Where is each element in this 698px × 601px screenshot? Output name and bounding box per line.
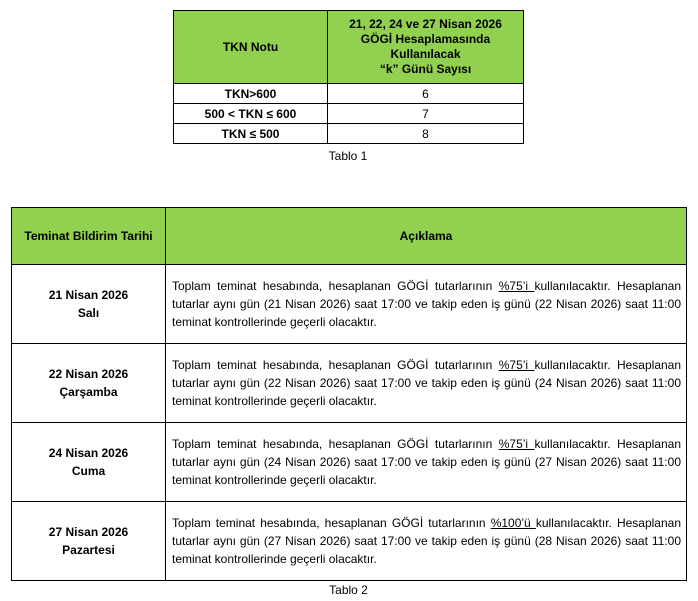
date-cell	[12, 502, 166, 581]
collateral-table	[11, 207, 687, 581]
date-cell	[12, 265, 166, 344]
tkn-cell: TKN ≤ 500	[174, 124, 328, 144]
date-cell	[12, 423, 166, 502]
description-text-before: Toplam teminat hesabında, hesaplanan GÖGİ tutarlarının	[172, 358, 499, 372]
day-text: Salı	[77, 306, 100, 320]
table-row	[12, 423, 687, 502]
description-text-before: Toplam teminat hesabında, hesaplanan GÖGİ tutarlarının	[172, 437, 499, 451]
k-days-cell: 7	[328, 104, 524, 124]
k-days-header-line3: Kullanılacak	[390, 47, 461, 61]
table1-caption: Tablo 1	[328, 149, 368, 163]
date-text: 22 Nisan 2026	[48, 367, 129, 381]
k-days-header-cell	[328, 11, 524, 84]
table-row	[12, 265, 687, 344]
description-text-before: Toplam teminat hesabında, hesaplanan GÖGİ tutarlarının	[172, 279, 499, 293]
tkn-table	[173, 10, 524, 144]
description-cell	[166, 344, 687, 423]
table2-caption: Tablo 2	[329, 583, 368, 597]
description-text-after: kullanılacaktır. Hesaplanan tutarlar aynı gün (24 Nisan 2026) saat 17:00 ve takip eden iş günü (27 Nisan 2026) saat 11:00 teminat kontrollerinde geçerli olacaktır.	[172, 437, 682, 487]
date-cell	[12, 344, 166, 423]
table-row	[12, 344, 687, 423]
description-cell	[166, 265, 687, 344]
description-text-after: kullanılacaktır. Hesaplanan tutarlar aynı gün (27 Nisan 2026) saat 17:00 ve takip eden iş günü (28 Nisan 2026) saat 11:00 teminat kontrollerinde geçerli olacaktır.	[172, 516, 681, 566]
day-text: Cuma	[71, 464, 106, 478]
k-days-cell: 8	[328, 124, 524, 144]
table-row	[174, 84, 524, 104]
table-row	[174, 124, 524, 144]
description-cell	[166, 423, 687, 502]
percent-text: %100’ü	[490, 516, 536, 530]
description-text-before: Toplam teminat hesabında, hesaplanan GÖGİ tutarlarının	[172, 516, 491, 530]
day-text: Çarşamba	[59, 385, 118, 399]
description-cell	[166, 502, 687, 581]
date-text: 24 Nisan 2026	[48, 446, 129, 460]
table-row	[12, 502, 687, 581]
percent-text: %75’i	[498, 437, 535, 451]
k-days-cell: 6	[328, 84, 524, 104]
tkn-cell: 500 < TKN ≤ 600	[174, 104, 328, 124]
tkn-header-cell: TKN Notu	[174, 11, 328, 84]
description-text-after: kullanılacaktır. Hesaplanan tutarlar aynı gün (22 Nisan 2026) saat 17:00 ve takip eden iş günü (24 Nisan 2026) saat 11:00 teminat kontrollerinde geçerli olacaktır.	[172, 358, 682, 408]
description-text-after: kullanılacaktır. Hesaplanan tutarlar aynı gün (21 Nisan 2026) saat 17:00 ve takip eden iş günü (22 Nisan 2026) saat 11:00 teminat kontrollerinde geçerli olacaktır.	[172, 279, 682, 329]
tkn-table-header-row	[174, 11, 524, 84]
k-days-header-line1: 21, 22, 24 ve 27 Nisan 2026	[349, 17, 502, 31]
date-text: 27 Nisan 2026	[48, 525, 129, 539]
k-days-header-line4: “k” Günü Sayısı	[379, 62, 472, 76]
day-text: Pazartesi	[62, 543, 115, 557]
description-header-cell: Açıklama	[166, 208, 687, 265]
date-text: 21 Nisan 2026	[48, 288, 129, 302]
percent-text: %75’i	[498, 279, 535, 293]
collateral-table-header-row	[12, 208, 687, 265]
tkn-cell: TKN>600	[174, 84, 328, 104]
table-row	[174, 104, 524, 124]
k-days-header-line2: GÖGİ Hesaplamasında	[360, 32, 491, 46]
percent-text: %75’i	[498, 358, 535, 372]
date-header-cell: Teminat Bildirim Tarihi	[12, 208, 166, 265]
